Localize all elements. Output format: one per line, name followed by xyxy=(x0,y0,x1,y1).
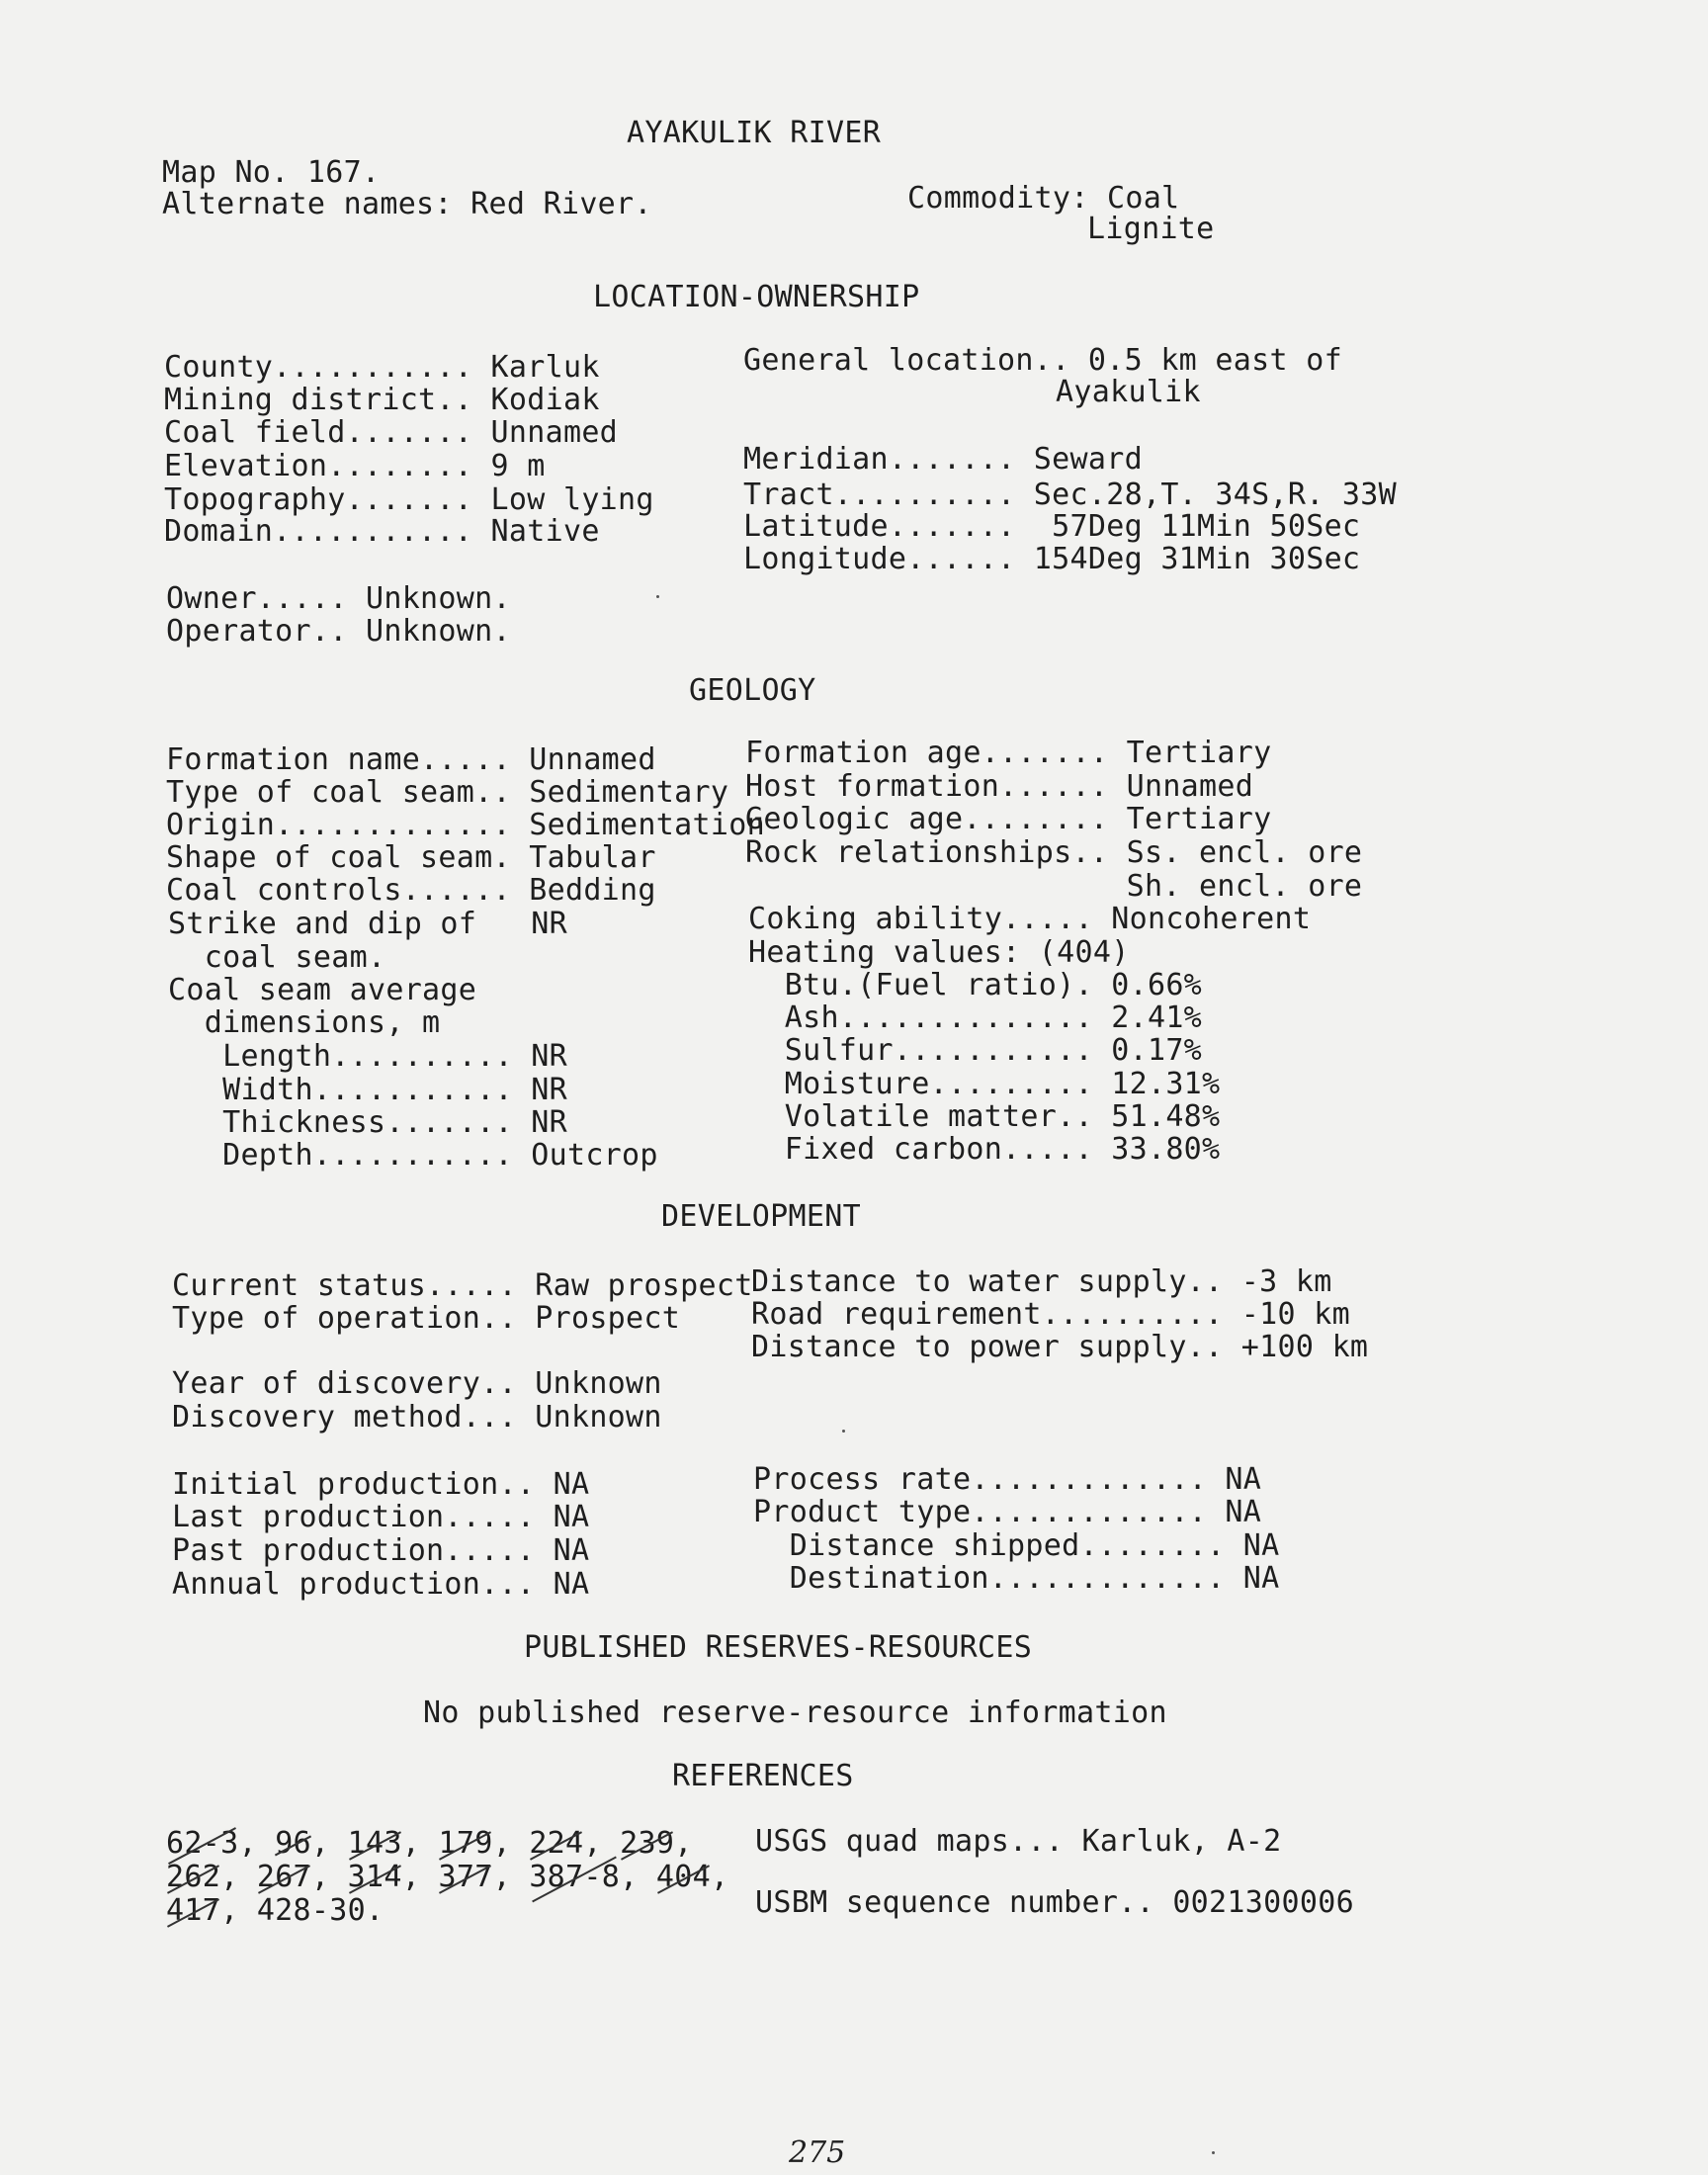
reference-number: 377 xyxy=(438,1860,493,1894)
owner: Owner..... Unknown. xyxy=(166,581,511,616)
geology-field: dimensions, m xyxy=(168,1005,441,1040)
scan-speck xyxy=(1212,2151,1215,2154)
development-field: Initial production.. NA xyxy=(172,1467,590,1502)
section-heading-references: REFERENCES xyxy=(672,1759,854,1793)
reference-list-row: 62-3, 96, 143, 179, 224, 239, xyxy=(166,1826,693,1861)
section-heading-reserves: PUBLISHED RESERVES-RESOURCES xyxy=(524,1630,1033,1665)
geology-field: Width........... NR xyxy=(168,1073,567,1107)
geology-field: Host formation...... Unnamed xyxy=(745,769,1254,804)
geology-field: Rock relationships.. Ss. encl. ore xyxy=(745,835,1363,870)
heating-value: Btu.(Fuel ratio). 0.66% xyxy=(748,968,1203,1002)
development-field: Distance shipped........ NA xyxy=(753,1528,1280,1563)
reference-number: 224 xyxy=(529,1826,584,1861)
development-field: Annual production... NA xyxy=(172,1567,590,1602)
location-field: Coal field....... Unnamed xyxy=(164,415,619,450)
map-number: Map No. 167. xyxy=(162,155,381,190)
geology-field: Shape of coal seam. Tabular xyxy=(166,840,656,875)
reference-number: 262 xyxy=(166,1860,221,1894)
heating-value: Fixed carbon..... 33.80% xyxy=(748,1132,1221,1167)
location-field: Longitude...... 154Deg 31Min 30Sec xyxy=(743,542,1361,576)
geology-field: Thickness....... NR xyxy=(168,1105,567,1140)
location-field: Tract.......... Sec.28,T. 34S,R. 33W xyxy=(743,478,1398,512)
reference-number: 267 xyxy=(256,1860,311,1894)
commodity: Commodity: Coal xyxy=(907,181,1180,216)
section-heading-geology: GEOLOGY xyxy=(689,673,816,708)
heating-value: Sulfur........... 0.17% xyxy=(748,1033,1203,1068)
alternate-names: Alternate names: Red River. xyxy=(162,187,652,221)
reference-number: 387-8 xyxy=(529,1860,621,1894)
development-field: Discovery method... Unknown xyxy=(172,1400,662,1435)
reserves-text: No published reserve-resource information xyxy=(423,1696,1167,1730)
general-location-line2: Ayakulik xyxy=(1056,375,1201,409)
scan-speck xyxy=(842,1430,845,1433)
geology-field: Depth........... Outcrop xyxy=(168,1138,658,1173)
development-field: Distance to power supply.. +100 km xyxy=(751,1330,1369,1364)
development-field: Product type............. NA xyxy=(753,1495,1262,1529)
geology-field: Geologic age........ Tertiary xyxy=(745,802,1272,836)
operator: Operator.. Unknown. xyxy=(166,614,511,649)
general-location: General location.. 0.5 km east of xyxy=(743,343,1342,378)
location-field: Meridian....... Seward xyxy=(743,442,1143,477)
geology-field: Coal seam average xyxy=(168,973,477,1007)
development-field: Process rate............. NA xyxy=(753,1462,1262,1497)
reference-number: 417 xyxy=(166,1893,221,1928)
location-field: Domain........... Native xyxy=(164,514,600,549)
reference-number: 314 xyxy=(347,1860,402,1894)
reference-rest: , 428-30. xyxy=(220,1893,384,1928)
geology-field: coal seam. xyxy=(168,940,386,975)
reference-list-row xyxy=(166,1894,384,1928)
location-field: County........... Karluk xyxy=(164,350,600,385)
usgs-quad-maps: USGS quad maps... Karluk, A-2 xyxy=(755,1824,1282,1859)
geology-field: Origin............. Sedimentation xyxy=(166,808,765,842)
reference-number: 404 xyxy=(655,1860,711,1894)
development-field: Year of discovery.. Unknown xyxy=(172,1366,662,1401)
reference-number: 239 xyxy=(620,1826,675,1861)
heating-value: Moisture......... 12.31% xyxy=(748,1067,1221,1101)
geology-field: Coking ability..... Noncoherent xyxy=(748,902,1312,936)
location-field: Elevation........ 9 m xyxy=(164,449,546,483)
development-field: Distance to water supply.. -3 km xyxy=(751,1264,1332,1299)
scan-speck xyxy=(656,595,659,598)
geology-field: Strike and dip of NR xyxy=(168,907,567,941)
location-field: Topography....... Low lying xyxy=(164,482,654,517)
location-field: Mining district.. Kodiak xyxy=(164,383,600,417)
heating-value: Volatile matter.. 51.48% xyxy=(748,1099,1221,1134)
geology-field: Type of coal seam.. Sedimentary xyxy=(166,775,729,810)
document-title: AYAKULIK RIVER xyxy=(627,116,882,150)
development-field: Destination............. NA xyxy=(753,1561,1280,1596)
section-heading-location: LOCATION-OWNERSHIP xyxy=(593,280,920,314)
geology-field: Heating values: (404) xyxy=(748,935,1130,970)
geology-field: Coal controls...... Bedding xyxy=(166,873,656,908)
usbm-sequence-number: USBM sequence number.. 0021300006 xyxy=(755,1885,1354,1920)
geology-field: Length.......... NR xyxy=(168,1039,567,1074)
geology-field: Formation age....... Tertiary xyxy=(745,736,1272,770)
location-field: Latitude....... 57Deg 11Min 50Sec xyxy=(743,509,1361,544)
development-field: Current status..... Raw prospect xyxy=(172,1268,753,1303)
development-field: Past production..... NA xyxy=(172,1533,590,1568)
reference-number: 62-3 xyxy=(166,1826,239,1861)
development-field: Road requirement.......... -10 km xyxy=(751,1297,1350,1332)
heating-value: Ash.............. 2.41% xyxy=(748,1000,1203,1035)
page-number: 275 xyxy=(789,2135,846,2170)
reference-number: 96 xyxy=(275,1826,311,1861)
geology-field: Sh. encl. ore xyxy=(745,869,1363,904)
development-field: Last production..... NA xyxy=(172,1500,590,1534)
section-heading-development: DEVELOPMENT xyxy=(661,1199,861,1234)
reference-number: 179 xyxy=(438,1826,493,1861)
commodity-lignite: Lignite xyxy=(1087,212,1215,246)
reference-list-row: 262, 267, 314, 377, 387-8, 404, xyxy=(166,1860,729,1894)
development-field: Type of operation.. Prospect xyxy=(172,1301,681,1336)
reference-number: 143 xyxy=(347,1826,402,1861)
geology-field: Formation name..... Unnamed xyxy=(166,742,656,777)
